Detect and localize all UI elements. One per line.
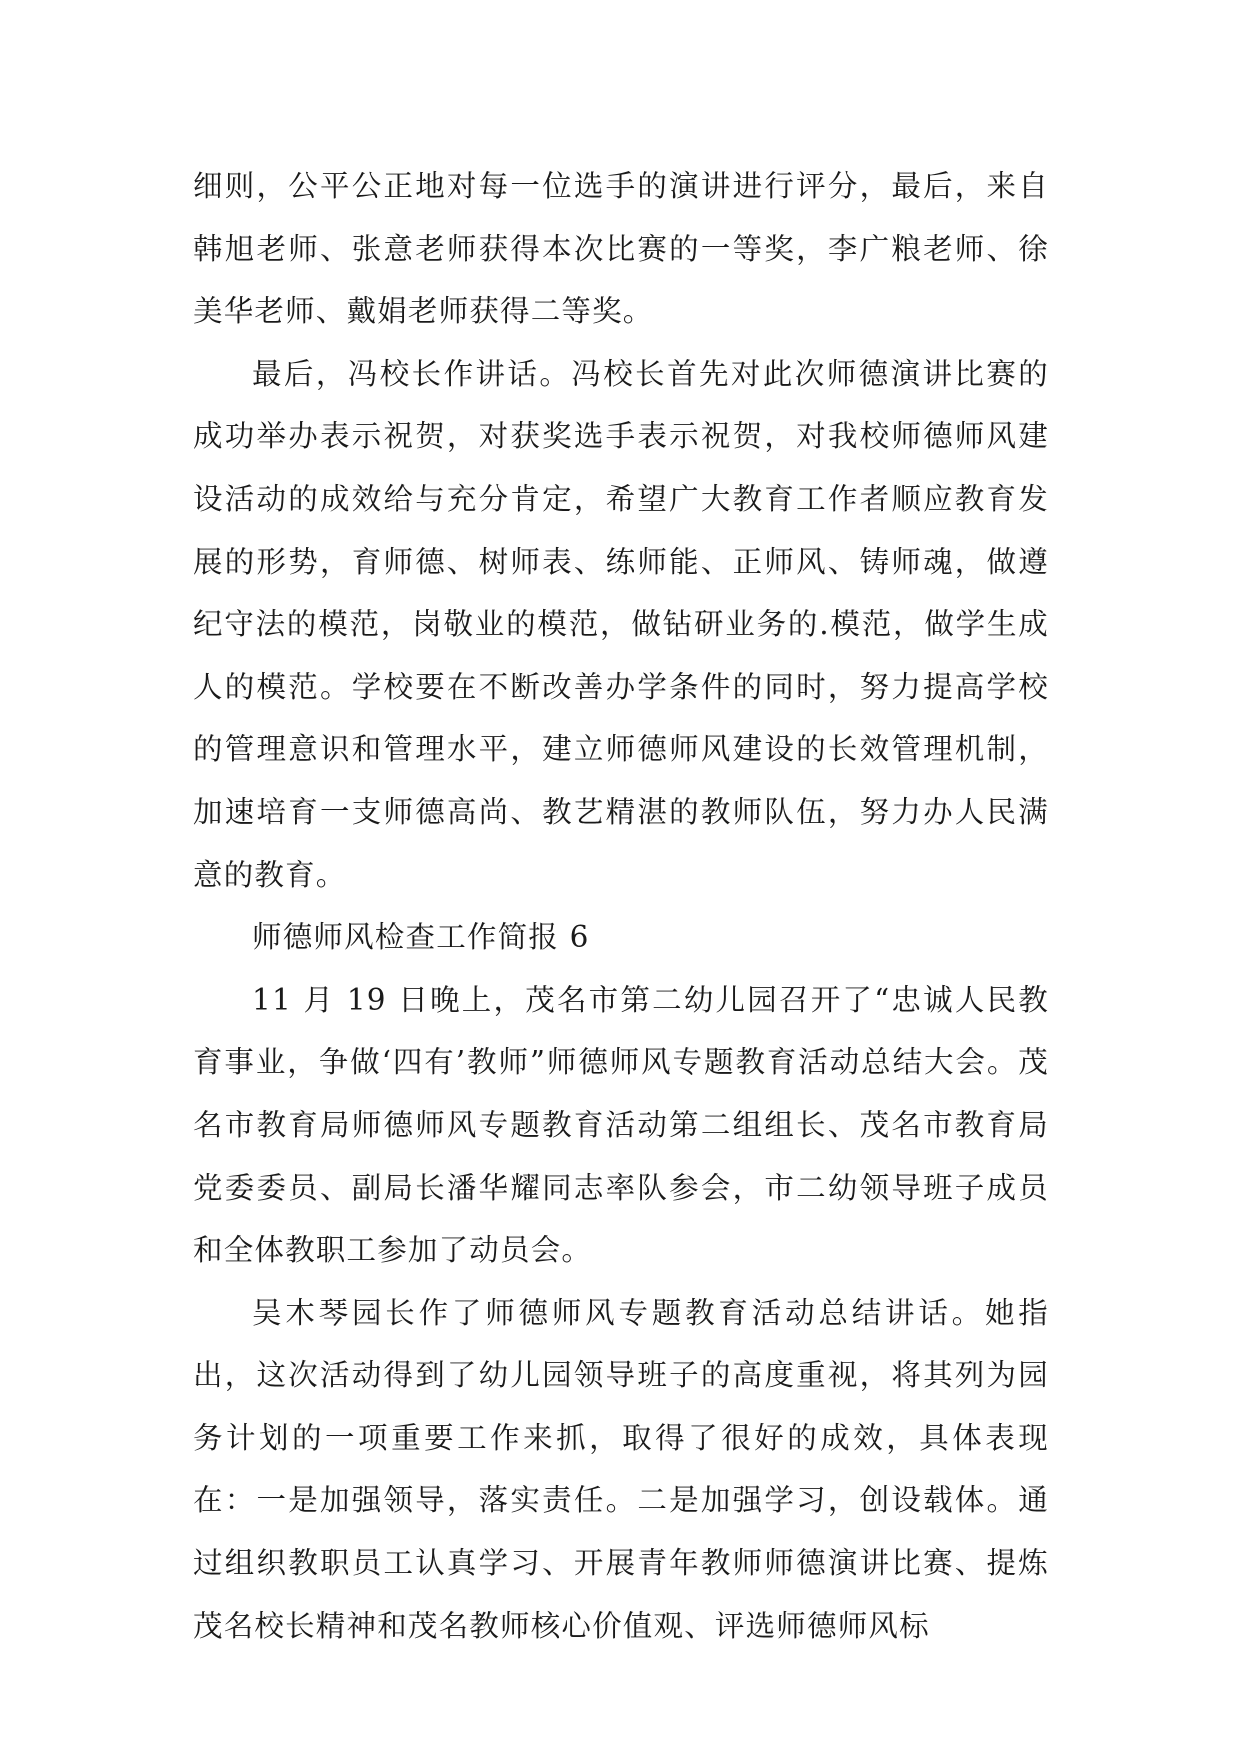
section-heading: 师德师风检查工作简报 6: [252, 920, 590, 955]
document-body: [193, 155, 1049, 1657]
paragraph-director-speech: 吴木琴园长作了师德师风专题教育活动总结讲话。她指出，这次活动得到了幼儿园领导班子的高度重视，将其列为园务计划的一项重要工作来抓，取得了很好的成效，具体表现在：一是加强领导，落实责任。二是加强学习，创设载体。通过组织教职员工认真学习、开展青年教师师德演讲比赛、提炼茂名校长精神和茂名教师核心价值观、评选师德师风标: [193, 1295, 1049, 1643]
paragraph-principal-speech: 最后，冯校长作讲话。冯校长首先对此次师德演讲比赛的成功举办表示祝贺，对获奖选手表示祝贺，对我校师德师风建设活动的成效给与充分肯定，希望广大教育工作者顺应教育发展的形势，育师德、树师表、练师能、正师风、铸师魂，做遵纪守法的模范，岗敬业的模范，做钻研业务的.模范，做学生成人的模范。学校要在不断改善办学条件的同时，努力提高学校的管理意识和管理水平，建立师德师风建设的长效管理机制，加速培育一支师德高尚、教艺精湛的教师队伍，努力办人民满意的教育。: [193, 356, 1049, 892]
paragraph-award-results: 细则，公平公正地对每一位选手的演讲进行评分，最后，来自韩旭老师、张意老师获得本次比赛的一等奖，李广粮老师、徐美华老师、戴娟老师获得二等奖。: [193, 169, 1049, 329]
paragraph-meeting-summary: 11 月 19 日晚上，茂名市第二幼儿园召开了“忠诚人民教育事业，争做‘四有’教师”师德师风专题教育活动总结大会。茂名市教育局师德师风专题教育活动第二组组长、茂名市教育局党委委员、副局长潘华耀同志率队参会，市二幼领导班子成员和全体教职工参加了动员会。: [193, 982, 1049, 1268]
